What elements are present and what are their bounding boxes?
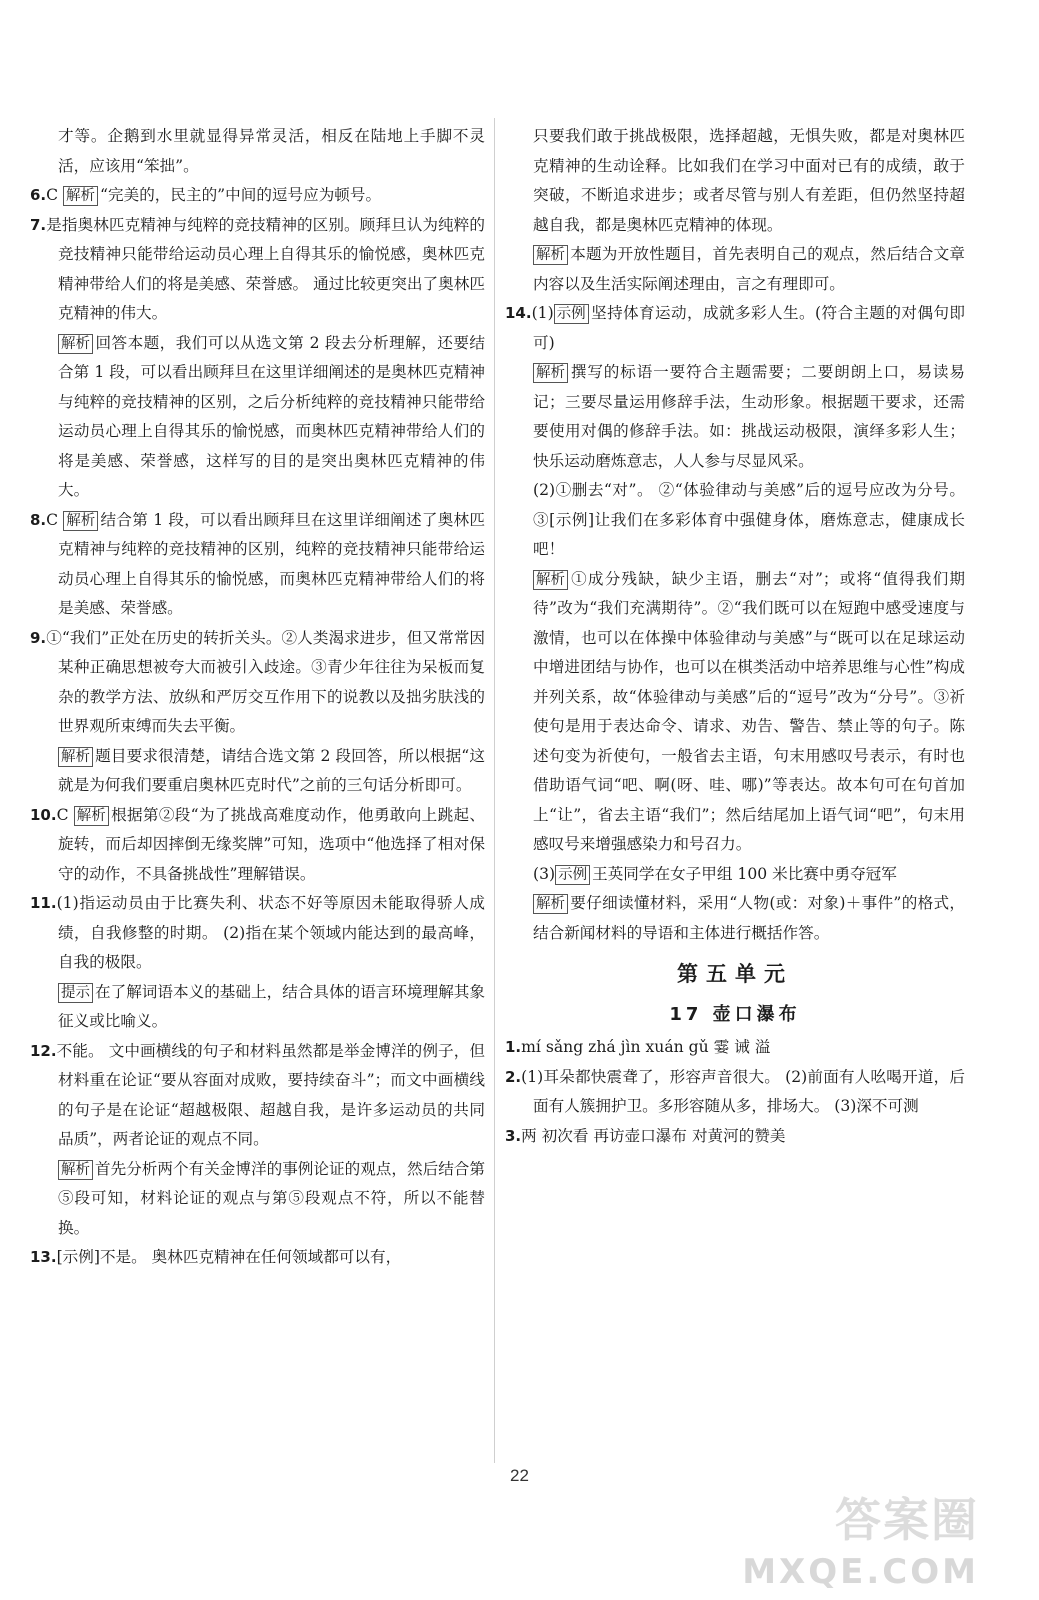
label-tag: 解析 [58,334,93,354]
answer-item [30,506,485,624]
answer-item [30,1037,485,1155]
answer-paragraph [505,476,965,565]
answer-paragraph [505,240,965,299]
item-number: 6. [30,186,47,204]
item-text: 题目要求很清楚，请结合选文第 2 段回答，所以根据“这就是为何我们要重启奥林匹克时代”之前的三句话分析即可。 [58,746,485,794]
label-tag: 解析 [63,511,98,531]
item-text: “完美的，民主的”中间的逗号应为顿号。 [100,186,382,204]
answer-item [30,211,485,329]
answer-paragraph [30,329,485,506]
page-number: 22 [510,1466,529,1485]
item-prefix: [示例] [56,1248,100,1266]
label-tag: 解析 [58,1160,93,1180]
item-text: 在了解词语本义的基础上，结合具体的语言环境理解其象征义或比喻义。 [58,982,485,1030]
label-tag: 解析 [63,186,98,206]
answer-item [505,1063,965,1122]
answer-paragraph [505,860,965,890]
item-text: 王英同学在女子甲组 100 米比赛中勇夺冠军 [592,864,897,883]
answer-paragraph [505,889,965,948]
answer-paragraph [505,565,965,860]
answer-item [30,801,485,890]
item-text: 首先分析两个有关金博洋的事例论证的观点，然后结合第⑤段可知，材料论证的观点与第⑤段观点不符，所以不能替换。 [58,1159,485,1237]
item-prefix: (1) [531,304,554,322]
item-number: 12. [30,1041,57,1060]
item-text: 结合第 1 段，可以看出顾拜旦在这里详细阐述了奥林匹克精神与纯粹的竞技精神的区别，纯粹的竞技精神只能带给运动员心理上自得其乐的愉悦感，而奥林匹克精神带给人们的将是美感、荣誉感。 [58,510,485,617]
item-prefix: C [46,186,64,204]
answer-item [30,1243,485,1273]
item-text: 坚持体育运动，成就多彩人生。(符合主题的对偶句即可) [533,304,965,352]
item-prefix: (3) [533,864,556,883]
item-prefix: C [56,805,74,824]
answer-paragraph [30,978,485,1037]
unit-title: 第五单元 [677,962,793,986]
item-text: 要仔细读懂材料，采用“人物(或：对象)＋事件”的格式，结合新闻材料的导语和主体进行概括作答。 [533,894,965,942]
item-text: 回答本题，我们可以从选文第 2 段去分析理解，还要结合第 1 段，可以看出顾拜旦在这里详细阐述的是奥林匹克精神与纯粹的竞技精神的区别，之后分析纯粹的竞技精神只能带给运动员心理上自得其乐的愉悦感，而奥林匹克精神带给人们的将是美感、荣誉感，这样写的目的是突出奥林匹克精神的伟大。 [58,333,485,499]
item-text: mí sǎng zhá jìn xuán gǔ 霎 诫 溢 [521,1038,771,1056]
item-text: 是指奥林匹克精神与纯粹的竞技精神的区别。顾拜旦认为纯粹的竞技精神只能带给运动员心理上自得其乐的愉悦感，奥林匹克精神带给人们的将是美感、荣誉感。 通过比较更突出了奥林匹克精神的伟大。 [46,215,485,322]
item-text: (1)指运动员由于比赛失利、状态不好等原因未能取得骄人成绩，自我修整的时期。 (2)指在某个领域内能达到的最高峰，自我的极限。 [56,894,485,971]
label-tag: 解析 [533,570,568,590]
answer-paragraph [30,1155,485,1244]
label-tag: 解析 [533,894,568,914]
item-text: 根据第②段“为了挑战高难度动作，他勇敢向上跳起、旋转，而后却因摔倒无缘奖牌”可知，选项中“他选择了相对保守的动作，不具备挑战性”理解错误。 [58,805,486,883]
item-number: 8. [30,510,47,529]
item-number: 10. [30,805,57,824]
column-divider [494,118,495,1463]
label-tag: 解析 [58,747,93,767]
answer-paragraph [505,122,965,240]
right-column [505,122,965,1151]
label-tag: 解析 [533,363,568,383]
item-text: ①“我们”正处在历史的转折关头。②人类渴求进步，但又常常因某种正确思想被夸大而被引入歧途。③青少年往往为呆板而复杂的教学方法、放纵和严厉交互作用下的说教以及拙劣肤浅的世界观所束缚而失去平衡。 [46,628,485,735]
item-text: 不是。 奥林匹克精神在任何领域都可以有， [99,1248,402,1266]
answer-item [505,1033,965,1063]
item-text: 两 初次看 再访壶口瀑布 对黄河的赞美 [521,1126,786,1145]
answer-item [505,299,965,358]
item-number: 14. [505,304,532,322]
label-tag: 示例 [554,304,589,324]
left-column [30,122,485,1273]
item-text: 不能。 文中画横线的句子和材料虽然都是举金博洋的例子，但材料重在论证“要从容面对成败，要持续奋斗”；而文中画横线的句子是在论证“超越极限、超越自我，是许多运动员的共同品质”，两者论证的观点不同。 [56,1041,485,1148]
answer-item [30,889,485,978]
label-tag: 提示 [58,983,93,1003]
watermark-url: MXQE.COM [742,1552,979,1592]
answer-paragraph [505,358,965,476]
item-number: 11. [30,894,57,912]
answer-item [30,181,485,211]
label-tag: 解析 [533,245,568,265]
label-tag: 解析 [74,806,109,826]
answer-paragraph [30,742,485,801]
item-text: (1)耳朵都快震聋了，形容声音很大。 (2)前面有人吆喝开道，后面有人簇拥护卫。多形容随从多，排场大。 (3)深不可测 [521,1067,965,1115]
watermark-logo: 答案圈 [835,1493,979,1547]
item-text: 才等。企鹅到水里就显得异常灵活，相反在陆地上手脚不灵活，应该用“笨拙”。 [58,127,485,175]
item-number: 9. [30,628,47,647]
item-number: 1. [505,1038,522,1056]
item-text: 撰写的标语一要符合主题需要；二要朗朗上口，易读易记；三要尽量运用修辞手法，生动形象。根据题干要求，还需要使用对偶的修辞手法。如：挑战运动极限，演绎多彩人生；快乐运动磨炼意志，人人参与尽显风采。 [533,363,965,470]
item-text: (2)①删去“对”。 ②“体验律动与美感”后的逗号应改为分号。 ③[示例]让我们在多彩体育中强健身体，磨炼意志，健康成长吧！ [533,481,965,558]
item-number: 13. [30,1248,57,1266]
answer-item [30,624,485,742]
item-text: 本题为开放性题目，首先表明自己的观点，然后结合文章内容以及生活实际阐述理由，言之有理即可。 [533,245,965,293]
answer-paragraph [30,122,485,181]
item-number: 2. [505,1067,522,1086]
item-text: ①成分残缺，缺少主语，删去“对”；或将“值得我们期待”改为“我们充满期待”。②“我们既可以在短跑中感受速度与激情，也可以在体操中体验律动与美感”与“既可以在足球运动中增进团结与协作，也可以在棋类活动中培养思维与心性”构成并列关系，故“体验律动与美感”后的“逗号”改为“分号”。③祈使句是用于表达命令、请求、劝告、警告、禁止等的句子。陈述句变为祈使句，一般省去主语，句末用感叹号表示，有时也借助语气词“吧、啊(呀、哇、哪)”等表达。故本句可在句首加上“让”，省去主语“我们”；然后结尾加上语气词“吧”，句末用感叹号来增强感染力和号召力。 [533,569,965,853]
answer-item [505,1122,965,1152]
item-number: 7. [30,215,47,234]
item-text: 只要我们敢于挑战极限，选择超越，无惧失败，都是对奥林匹克精神的生动诠释。比如我们在学习中面对已有的成绩，敢于突破，不断追求进步；或者尽管与别人有差距，但仍然坚持超越自我，都是奥林匹克精神的体现。 [533,127,965,234]
item-prefix: C [46,510,64,529]
label-tag: 示例 [555,865,590,885]
item-number: 3. [505,1126,522,1145]
lesson-title: 17 壶口瀑布 [669,1003,801,1025]
